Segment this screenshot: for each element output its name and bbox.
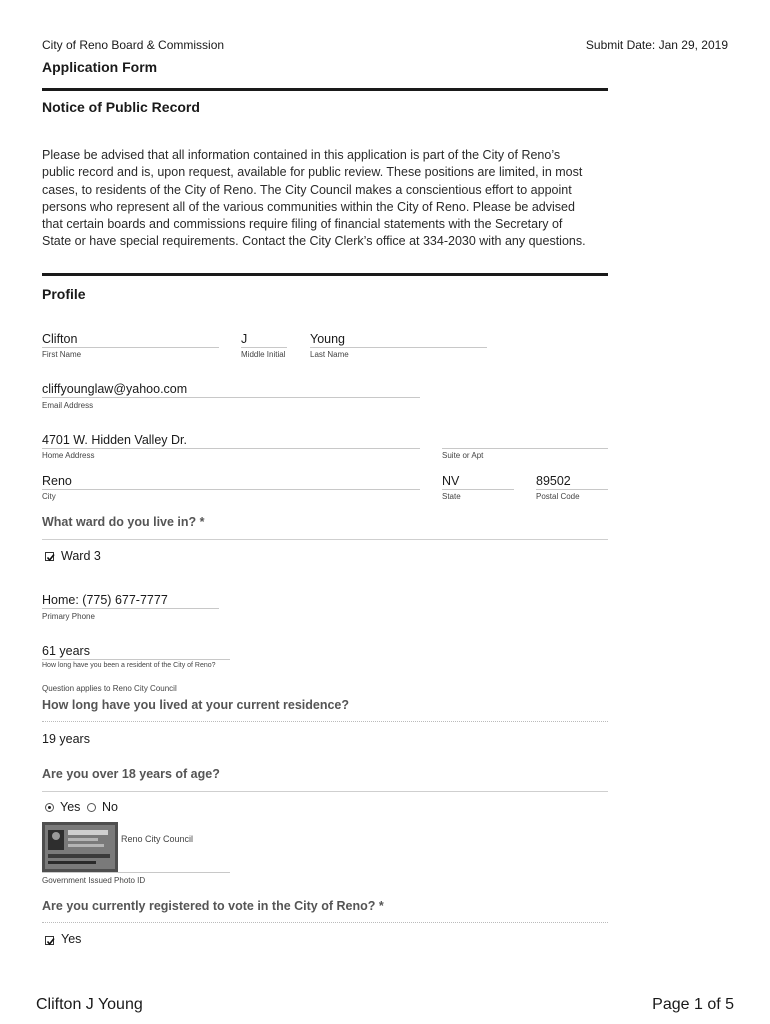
city-value: Reno	[42, 474, 72, 488]
ward-checkbox[interactable]	[45, 552, 54, 561]
notice-paragraph	[42, 147, 612, 251]
state-field[interactable]	[442, 489, 514, 490]
first-name-label: First Name	[42, 350, 82, 359]
last-name-field[interactable]	[310, 347, 487, 348]
home-address-field[interactable]	[42, 448, 420, 449]
middle-initial-label: Middle Initial	[241, 350, 286, 359]
age-yes-radio[interactable]	[45, 803, 54, 812]
last-name-label: Last Name	[310, 350, 349, 359]
city-field[interactable]	[42, 489, 420, 490]
notice-line: that certain boards and commissions require filing of financial statements with the Secretary of	[42, 217, 563, 232]
photo-note: Reno City Council	[121, 834, 194, 844]
current-residence-answer: 19 years	[42, 732, 90, 746]
section-divider	[42, 88, 608, 91]
vote-checkbox[interactable]	[45, 936, 54, 945]
notice-line: public record and is, upon request, available for public review. These positions are limited, in most	[42, 165, 583, 180]
photo-id-field[interactable]	[42, 872, 230, 873]
form-title: Application Form	[42, 59, 158, 75]
profile-title: Profile	[42, 286, 86, 302]
question-divider	[42, 791, 608, 792]
residency-field[interactable]	[42, 659, 230, 660]
suite-label: Suite or Apt	[442, 451, 484, 460]
city-label: City	[42, 492, 56, 501]
postal-code-label: Postal Code	[536, 492, 580, 501]
phone-field[interactable]	[42, 608, 219, 609]
middle-initial-field[interactable]	[241, 347, 287, 348]
state-label: State	[442, 492, 461, 501]
page-number: Page 1 of 5	[652, 996, 734, 1013]
ward-answer: Ward 3	[61, 549, 101, 563]
current-residence-question: How long have you lived at your current residence?	[42, 698, 350, 712]
first-name-value: Clifton	[42, 332, 78, 346]
home-address-label: Home Address	[42, 451, 95, 460]
photo-id-label: Government Issued Photo ID	[42, 876, 146, 885]
notice-line: State or have special requirements. Contact the City Clerk’s office at 334-2030 with any questions.	[42, 234, 586, 249]
home-address-value: 4701 W. Hidden Valley Dr.	[42, 433, 187, 447]
age-no-label: No	[102, 800, 118, 814]
middle-initial-value: J	[241, 332, 248, 346]
email-label: Email Address	[42, 401, 94, 410]
age-question: Are you over 18 years of age?	[42, 767, 220, 781]
checkmark-icon	[46, 553, 55, 562]
postal-code-value: 89502	[536, 474, 571, 488]
residency-value: 61 years	[42, 644, 90, 658]
notice-line: cases, to residents of the City of Reno. The City Council makes a conscientious effort to appoint	[42, 182, 572, 197]
footer-name: Clifton J Young	[36, 996, 143, 1013]
notice-title: Notice of Public Record	[42, 99, 200, 115]
email-value: cliffyounglaw@yahoo.com	[42, 382, 188, 396]
email-field[interactable]	[42, 397, 420, 398]
residency-label: How long have you been a resident of the City of Reno?	[42, 662, 216, 669]
applies-note: Question applies to Reno City Council	[42, 684, 177, 693]
id-card-photo-icon	[42, 822, 118, 872]
section-divider	[42, 273, 608, 276]
age-no-radio[interactable]	[87, 803, 96, 812]
notice-line: Please be advised that all information contained in this application is part of the City of Reno’s	[42, 148, 561, 162]
vote-answer: Yes	[61, 932, 82, 946]
age-yes-label: Yes	[60, 800, 81, 814]
checkmark-icon	[46, 937, 55, 946]
vote-question: Are you currently registered to vote in the City of Reno? *	[42, 899, 384, 913]
submit-date: Submit Date: Jan 29, 2019	[585, 38, 728, 52]
question-divider	[42, 539, 608, 540]
notice-line: persons who represent all of the various communities within the City of Reno. Please be advised	[42, 199, 575, 214]
phone-label: Primary Phone	[42, 612, 95, 621]
state-value: NV	[442, 474, 460, 488]
postal-code-field[interactable]	[536, 489, 608, 490]
question-divider	[42, 721, 608, 722]
question-divider	[42, 922, 608, 923]
first-name-field[interactable]	[42, 347, 219, 348]
suite-field[interactable]	[442, 448, 608, 449]
organization-name: City of Reno Board & Commission	[42, 38, 225, 52]
last-name-value: Young	[310, 332, 345, 346]
photo-id-image	[42, 822, 118, 872]
ward-question: What ward do you live in? *	[42, 515, 205, 529]
phone-value: Home: (775) 677-7777	[42, 593, 168, 607]
